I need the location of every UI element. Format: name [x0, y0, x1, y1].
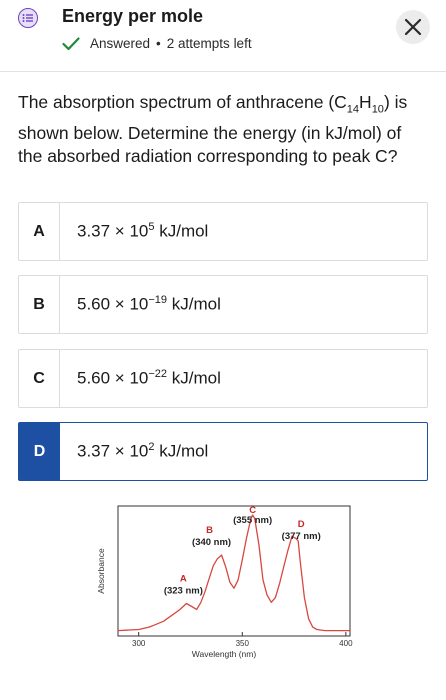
option-mantissa: 5.60 × 10 [77, 294, 149, 314]
option-unit: kJ/mol [167, 294, 221, 314]
option-unit: kJ/mol [167, 368, 221, 388]
option-mantissa: 3.37 × 10 [77, 221, 149, 241]
close-icon [404, 18, 422, 36]
option-text [60, 294, 221, 315]
option-text [60, 368, 221, 389]
option-letter: A [19, 203, 60, 260]
x-tick-label: 300 [132, 639, 146, 648]
carbon-subscript: 14 [346, 103, 360, 116]
peak-letter: D [297, 518, 305, 530]
y-axis-label: Absorbance [96, 548, 106, 594]
option-exponent: −22 [148, 368, 168, 381]
question-list-icon [18, 8, 38, 28]
option-exponent: 5 [148, 221, 155, 234]
peak-wavelength-label: (323 nm) [163, 585, 203, 597]
option-letter: C [19, 350, 60, 407]
absorption-spectrum-chart [88, 498, 358, 670]
x-tick-label: 350 [235, 639, 249, 648]
hydrogen-symbol: H [359, 92, 372, 112]
option-unit: kJ/mol [154, 221, 209, 241]
hydrogen-subscript: 10 [371, 103, 384, 116]
peak-letter: B [206, 525, 214, 537]
checkmark-icon [62, 37, 80, 51]
option-text [60, 221, 208, 242]
option-letter: D [19, 423, 60, 480]
peak-letter: C [249, 505, 257, 516]
attempts-left: 2 attempts left [166, 36, 252, 51]
question-text [18, 91, 428, 168]
list-lines-icon [22, 13, 34, 23]
peak-wavelength-label: (340 nm) [192, 537, 232, 549]
option-a[interactable] [18, 202, 428, 261]
close-button[interactable] [396, 10, 430, 44]
peak-letter: A [179, 573, 187, 585]
question-header [0, 0, 446, 72]
status-text: Answered [90, 36, 151, 51]
page-title: Energy per mole [62, 6, 204, 26]
option-letter: B [19, 276, 60, 333]
answer-status [62, 36, 252, 51]
peak-wavelength-label: (377 nm) [281, 530, 321, 542]
option-c[interactable] [18, 349, 428, 408]
question-text-end: ) is shown below. Determine the energy (in kJ/mol) of the absorbed radiation corresponding to peak C? [18, 92, 408, 166]
question-text-start: The absorption spectrum of anthracene (C [18, 92, 347, 112]
option-b[interactable] [18, 275, 428, 334]
status-separator: • [156, 36, 161, 51]
option-exponent: −19 [148, 294, 168, 307]
option-d[interactable] [18, 422, 428, 481]
option-text [60, 441, 208, 462]
option-mantissa: 3.37 × 10 [77, 441, 149, 461]
option-exponent: 2 [148, 441, 155, 454]
option-unit: kJ/mol [154, 441, 209, 461]
peak-wavelength-label: (355 nm) [233, 515, 273, 526]
x-tick-label: 400 [339, 639, 353, 648]
option-mantissa: 5.60 × 10 [77, 368, 149, 388]
x-axis-label: Wavelength (nm) [191, 649, 257, 659]
